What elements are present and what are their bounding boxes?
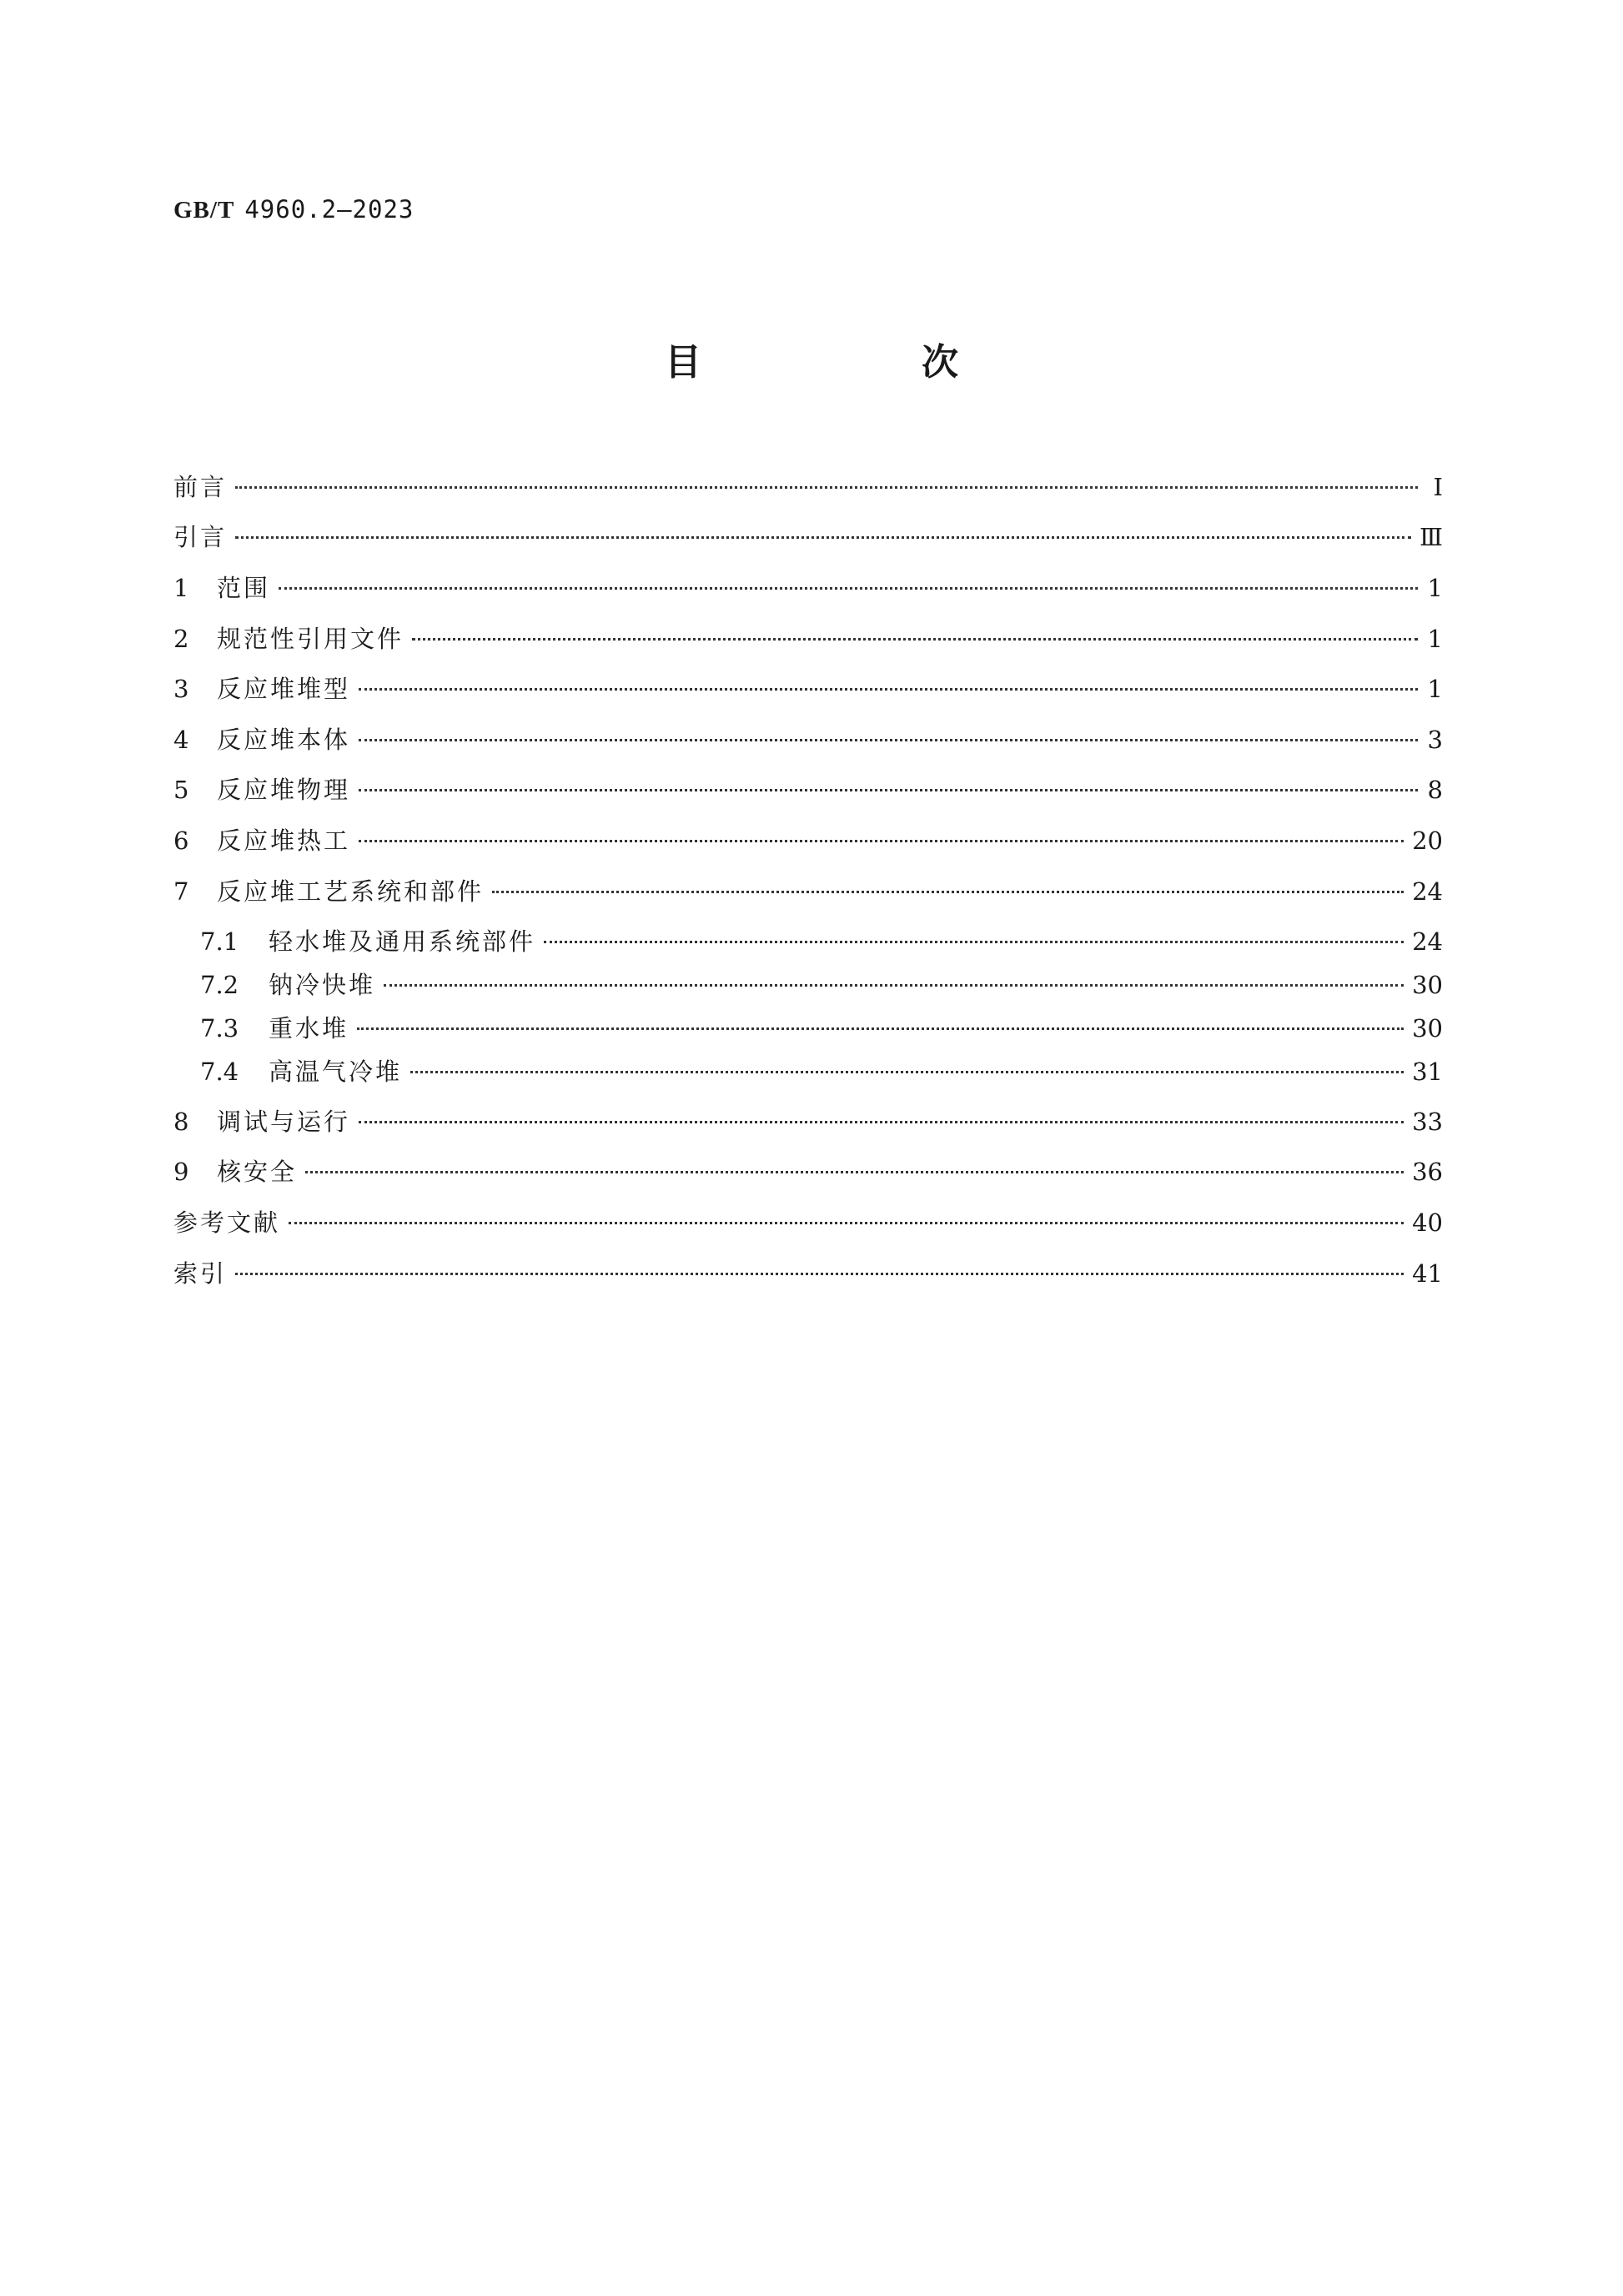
toc-entry-7-1[interactable] xyxy=(200,923,1443,960)
toc-dot-leader xyxy=(305,1171,1404,1173)
toc-entry-label: 反应堆物理 xyxy=(217,776,351,804)
toc-entry-page: 30 xyxy=(1412,971,1443,999)
toc-dot-leader xyxy=(359,840,1404,842)
toc-entry-page: Ⅰ xyxy=(1433,473,1443,501)
toc-entry-4[interactable] xyxy=(173,721,1443,758)
toc-entry-page: 40 xyxy=(1412,1208,1443,1237)
toc-entry-7-3[interactable] xyxy=(200,1010,1443,1047)
toc-dot-leader xyxy=(279,587,1418,590)
toc-entry-page: 3 xyxy=(1427,726,1443,754)
toc-entry-7-2[interactable] xyxy=(200,967,1443,1003)
toc-entry-label: 规范性引用文件 xyxy=(217,625,404,653)
toc-entry-2[interactable] xyxy=(173,620,1443,657)
toc-dot-leader xyxy=(359,1121,1404,1123)
toc-dot-leader xyxy=(235,1273,1404,1275)
toc-entry-page: 24 xyxy=(1412,927,1443,956)
toc-entry-label: 反应堆堆型 xyxy=(217,675,351,703)
toc-entry-label: 反应堆工艺系统和部件 xyxy=(217,877,485,906)
toc-entry-number: 8 xyxy=(173,1108,189,1136)
toc-entry-label: 高温气冷堆 xyxy=(269,1058,403,1086)
toc-entry-bibliography[interactable] xyxy=(173,1204,1443,1241)
toc-entry-page: 20 xyxy=(1412,826,1443,855)
page-title: 目 次 xyxy=(665,341,1050,384)
toc-entry-8[interactable] xyxy=(173,1103,1443,1140)
toc-entry-label: 引言 xyxy=(173,523,228,551)
toc-entry-page: 1 xyxy=(1427,625,1443,653)
toc-dot-leader xyxy=(235,486,1418,489)
toc-entry-label: 索引 xyxy=(173,1259,228,1288)
toc-entry-label: 核安全 xyxy=(217,1158,298,1186)
toc-entry-index[interactable] xyxy=(173,1255,1443,1292)
toc-entry-number: 7.4 xyxy=(200,1058,239,1086)
toc-entry-number: 7.1 xyxy=(200,927,239,956)
toc-entry-number: 4 xyxy=(173,726,189,754)
standard-number-value: 4960.2—2023 xyxy=(244,195,415,224)
toc-entry-6[interactable] xyxy=(173,822,1443,859)
toc-entry-number: 5 xyxy=(173,776,189,804)
toc-entry-5[interactable] xyxy=(173,771,1443,808)
toc-entry-number: 3 xyxy=(173,675,189,703)
toc-dot-leader xyxy=(359,789,1418,791)
toc-entry-page: 30 xyxy=(1412,1014,1443,1042)
toc-entry-number: 1 xyxy=(173,574,189,602)
toc-dot-leader xyxy=(357,1027,1404,1030)
toc-entry-1[interactable] xyxy=(173,570,1443,606)
toc-entry-label: 钠冷快堆 xyxy=(269,971,376,999)
toc-entry-number: 7 xyxy=(173,877,189,906)
toc-entry-label: 前言 xyxy=(173,473,228,501)
toc-dot-leader xyxy=(410,1071,1404,1073)
toc-entry-page: 8 xyxy=(1427,776,1443,804)
toc-entry-introduction[interactable] xyxy=(173,519,1443,555)
toc-entry-7[interactable] xyxy=(173,873,1443,910)
toc-entry-label: 反应堆本体 xyxy=(217,726,351,754)
toc-entry-number: 7.3 xyxy=(200,1014,239,1042)
standard-code: GB/T xyxy=(173,197,235,224)
toc-entry-number: 2 xyxy=(173,625,189,653)
toc-entry-page: 1 xyxy=(1427,675,1443,703)
toc-entry-page: 41 xyxy=(1412,1259,1443,1288)
toc-entry-number: 7.2 xyxy=(200,971,239,999)
toc-entry-label: 反应堆热工 xyxy=(217,826,351,855)
toc-dot-leader xyxy=(384,984,1404,987)
toc-dot-leader xyxy=(359,688,1418,691)
toc-entry-7-4[interactable] xyxy=(200,1053,1443,1090)
toc-entry-9[interactable] xyxy=(173,1153,1443,1190)
toc-entry-3[interactable] xyxy=(173,671,1443,707)
toc-dot-leader xyxy=(289,1222,1404,1224)
toc-entry-page: 24 xyxy=(1412,877,1443,906)
toc-dot-leader xyxy=(412,638,1418,641)
toc-entry-foreword[interactable] xyxy=(173,469,1443,505)
toc-dot-leader xyxy=(544,941,1404,943)
toc-dot-leader xyxy=(492,891,1404,893)
toc-entry-label: 参考文献 xyxy=(173,1208,281,1237)
toc-entry-label: 范围 xyxy=(217,574,271,602)
toc-entry-label: 调试与运行 xyxy=(217,1108,351,1136)
toc-dot-leader xyxy=(359,739,1418,741)
toc-entry-number: 6 xyxy=(173,826,189,855)
toc-entry-page: 36 xyxy=(1412,1158,1443,1186)
toc-entry-number: 9 xyxy=(173,1158,189,1186)
toc-entry-label: 重水堆 xyxy=(269,1014,349,1042)
toc-dot-leader xyxy=(235,536,1411,539)
toc-entry-page: 1 xyxy=(1427,574,1443,602)
toc-entry-label: 轻水堆及通用系统部件 xyxy=(269,927,536,956)
toc-entry-page: Ⅲ xyxy=(1419,523,1443,551)
toc-entry-page: 33 xyxy=(1412,1108,1443,1136)
toc-entry-page: 31 xyxy=(1412,1058,1443,1086)
